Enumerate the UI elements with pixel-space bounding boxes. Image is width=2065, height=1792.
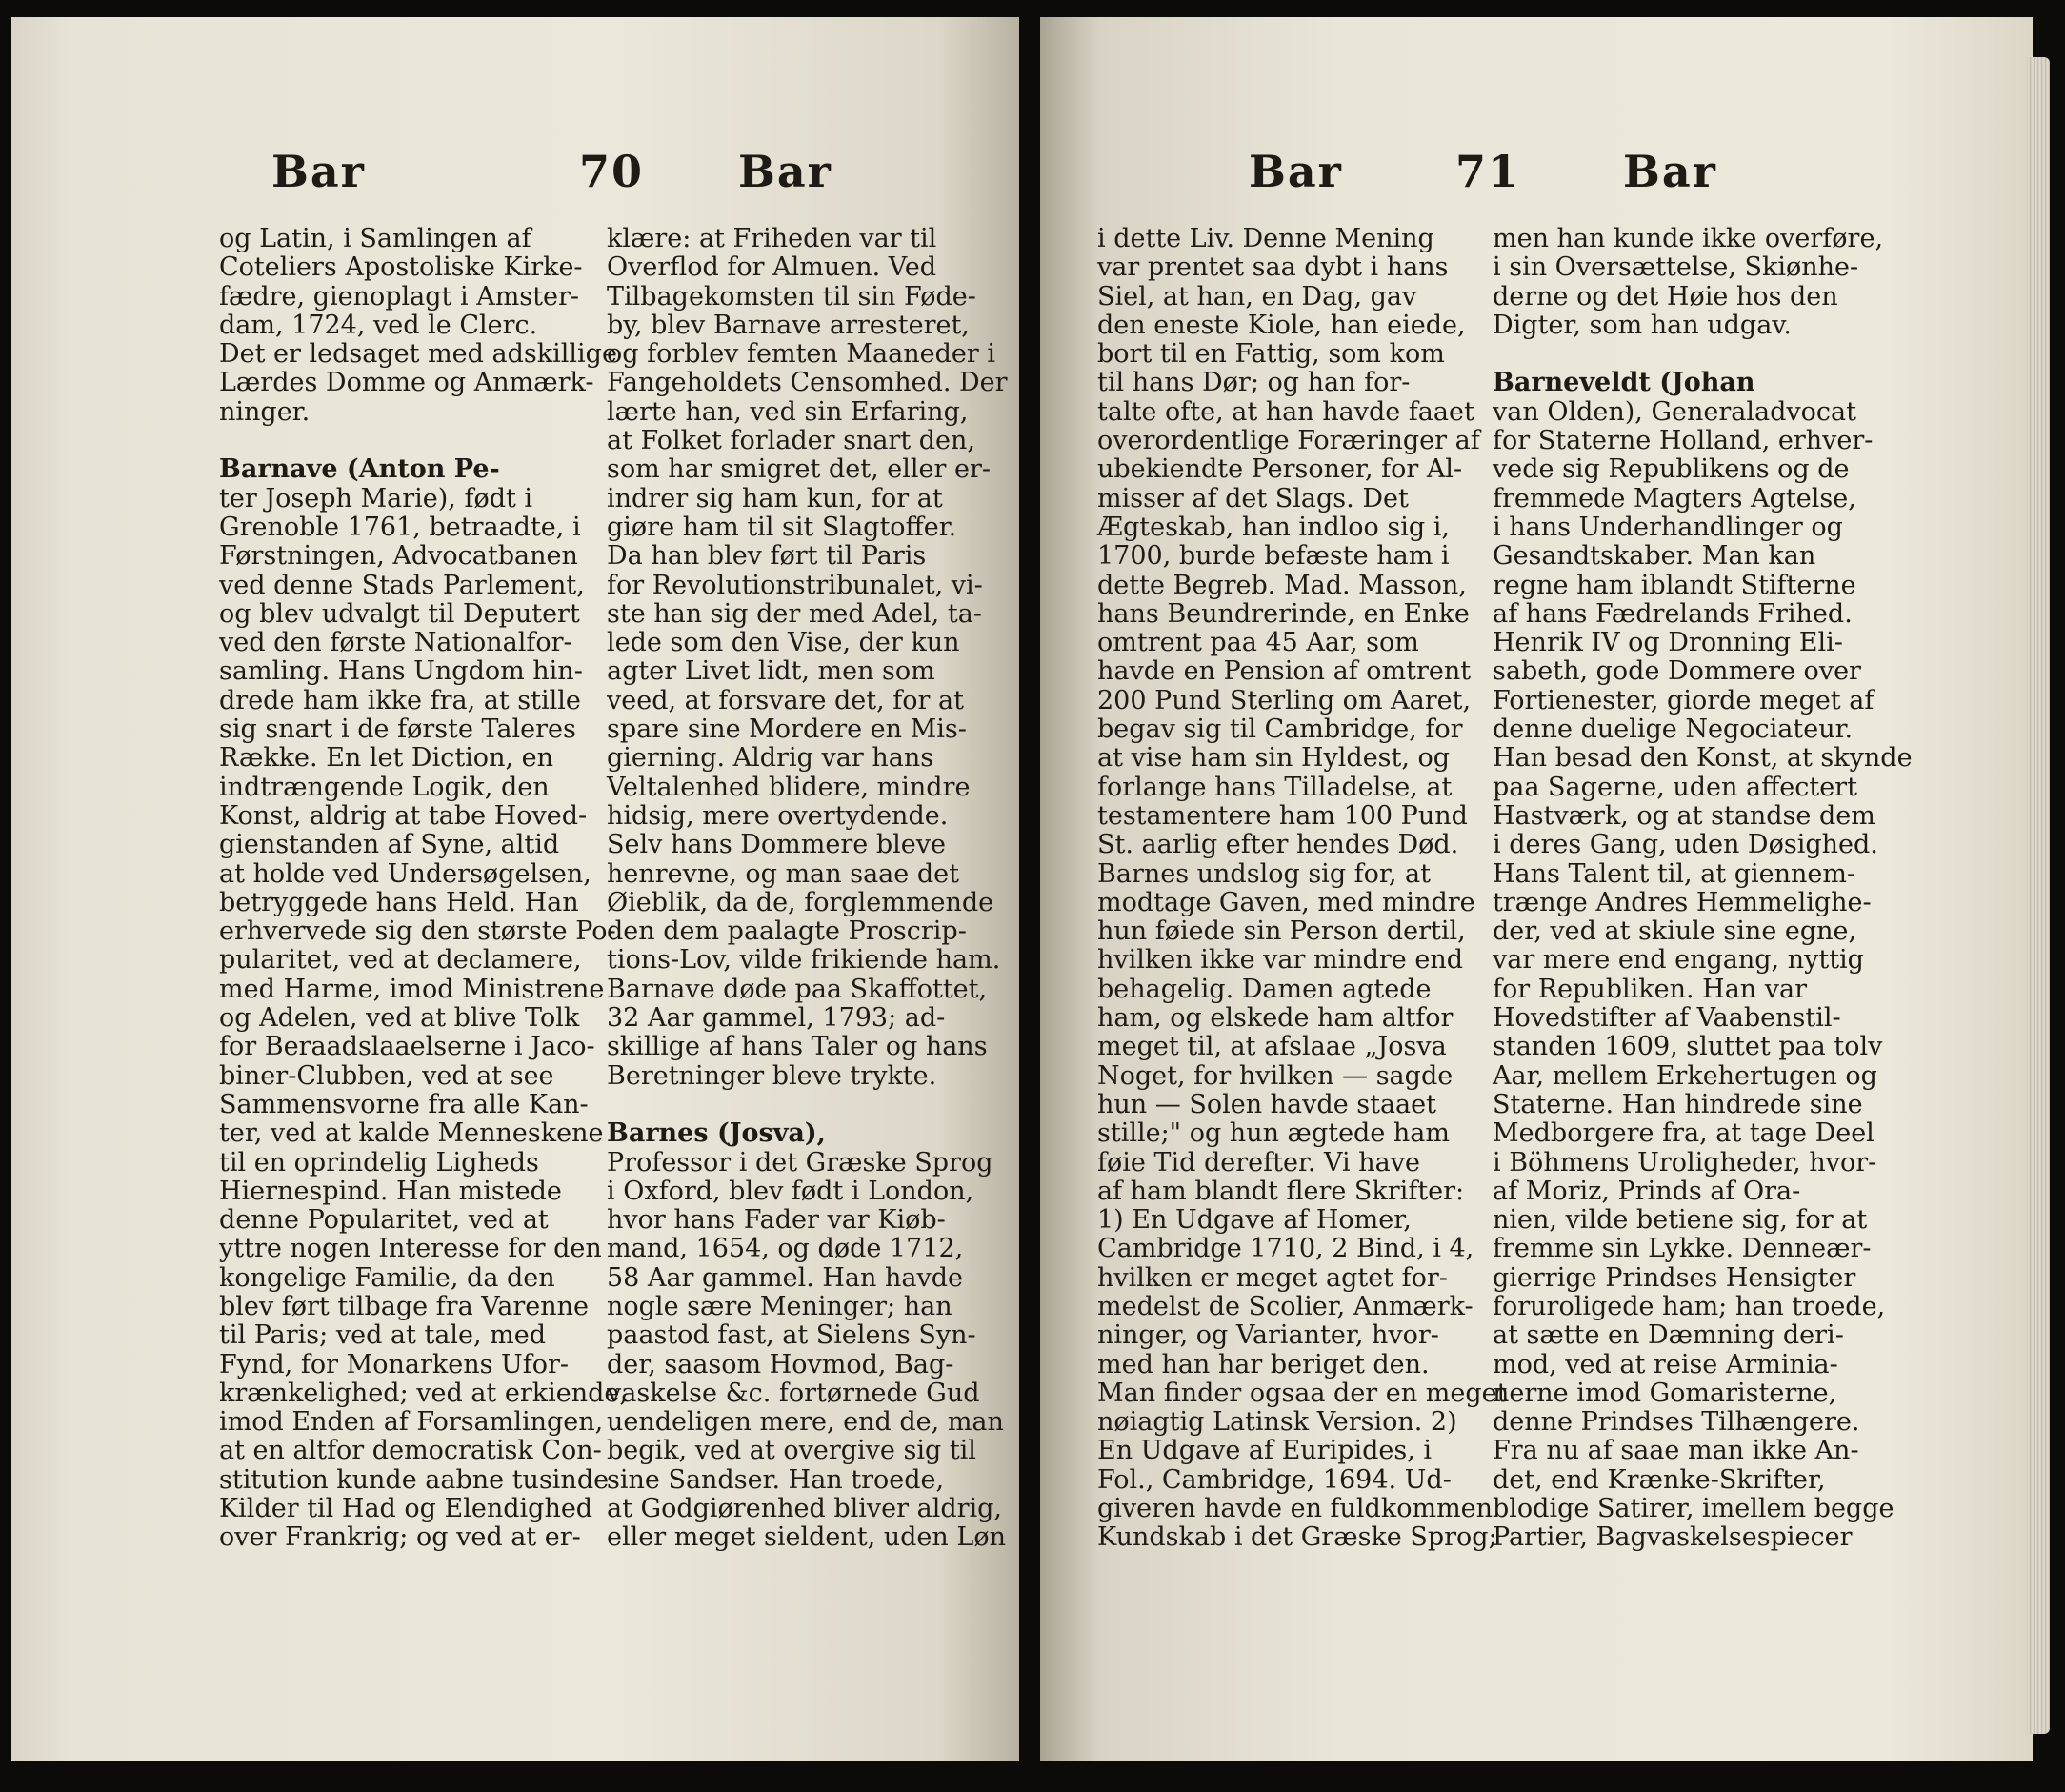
text-line: Barnave døde paa Skaffottet, — [607, 974, 988, 1004]
left-page-header-right: Bar — [738, 146, 832, 197]
right-page-number: 71 — [1455, 146, 1521, 197]
text-line: indrer sig ham kun, for at — [607, 483, 943, 513]
text-line: Kundskab i det Græske Sprog; — [1097, 1522, 1497, 1553]
text-line: indtrængende Logik, den — [219, 772, 550, 802]
text-line: ste han sig der med Adel, ta- — [607, 598, 982, 629]
text-line: giveren havde en fuldkommen — [1097, 1494, 1494, 1524]
text-line: Man finder ogsaa der en meget — [1097, 1378, 1508, 1408]
text-line: i Oxford, blev født i London, — [607, 1176, 974, 1206]
text-line: mand, 1654, og døde 1712, — [607, 1234, 964, 1264]
text-line: 58 Aar gammel. Han havde — [607, 1262, 964, 1293]
text-line: nerne imod Gomaristerne, — [1493, 1378, 1837, 1408]
right-page — [1040, 17, 2033, 1761]
text-line: nien, vilde betiene sig, for at — [1493, 1205, 1868, 1236]
text-line: Coteliers Apostoliske Kirke- — [219, 252, 583, 283]
text-line: paa Sagerne, uden affectert — [1493, 772, 1857, 802]
text-line: sig snart i de første Taleres — [219, 715, 576, 745]
text-line: over Frankrig; og ved at er- — [219, 1522, 581, 1553]
text-line: lede som den Vise, der kun — [607, 628, 960, 658]
text-line: Sammensvorne fra alle Kan- — [219, 1089, 589, 1119]
text-line: Han besad den Konst, at skynde — [1493, 743, 1913, 774]
left-page — [11, 17, 1019, 1761]
text-line: var mere end engang, nyttig — [1493, 945, 1864, 976]
text-line: for Beraadslaaelserne i Jaco- — [219, 1032, 595, 1062]
entry-heading-line: Barnave (Anton Pe- — [219, 454, 500, 485]
text-line: Grenoble 1761, betraadte, i — [219, 512, 581, 542]
text-line: af Moriz, Prinds af Ora- — [1493, 1176, 1801, 1206]
text-line: blev ført tilbage fra Varenne — [219, 1291, 590, 1321]
text-line: omtrent paa 45 Aar, som — [1097, 628, 1419, 658]
text-line: ved den første Nationalfor- — [219, 628, 572, 658]
text-line: som har smigret det, eller er- — [607, 454, 991, 485]
entry-heading-line: Barnes (Josva), — [607, 1118, 827, 1149]
text-line: 1) En Udgave af Homer, — [1097, 1205, 1412, 1236]
right-page-column-2 — [1493, 224, 1913, 1553]
text-line: henrevne, og man saae det — [607, 858, 959, 889]
text-line: Medborgere fra, at tage Deel — [1493, 1118, 1875, 1149]
text-line: Partier, Bagvaskelsespiecer — [1493, 1522, 1853, 1553]
text-line: for Staterne Holland, erhver- — [1493, 426, 1874, 456]
text-line: Staterne. Han hindrede sine — [1493, 1089, 1863, 1119]
text-line: medelst de Scolier, Anmærk- — [1097, 1291, 1474, 1321]
text-line: ubekiendte Personer, for Al- — [1097, 454, 1463, 485]
text-line: dette Begreb. Mad. Masson, — [1097, 570, 1467, 600]
text-line: Kilder til Had og Elendighed — [219, 1494, 593, 1524]
text-line: gierning. Aldrig var hans — [607, 743, 934, 774]
text-line: trænge Andres Hemmelighe- — [1493, 887, 1872, 917]
text-line: ham, og elskede ham altfor — [1097, 1003, 1454, 1034]
left-page-number: 70 — [579, 146, 645, 197]
text-line: Række. En let Diction, en — [219, 743, 553, 774]
text-line: hidsig, mere overtydende. — [607, 800, 949, 831]
text-line: at vise ham sin Hyldest, og — [1097, 743, 1451, 774]
text-line: modtage Gaven, med mindre — [1097, 887, 1475, 917]
text-line: blodige Satirer, imellem begge — [1493, 1494, 1895, 1524]
text-line: der, saasom Hovmod, Bag- — [607, 1349, 954, 1379]
text-line: Cambridge 1710, 2 Bind, i 4, — [1097, 1234, 1474, 1264]
text-line: hun — Solen havde staaet — [1097, 1089, 1436, 1119]
text-line: drede ham ikke fra, at stille — [219, 685, 581, 715]
text-line: behagelig. Damen agtede — [1097, 974, 1432, 1004]
text-line: derne og det Høie hos den — [1493, 281, 1838, 312]
text-line: betryggede hans Held. Han — [219, 887, 579, 917]
text-line: yttre nogen Interesse for den — [219, 1234, 602, 1264]
text-line: fremmede Magters Agtelse, — [1493, 483, 1856, 513]
text-line: Henrik IV og Dronning Eli- — [1493, 628, 1843, 658]
text-line: der, ved at skiule sine egne, — [1493, 916, 1857, 947]
text-line: sine Sandser. Han troede, — [607, 1464, 945, 1495]
text-line: hvilken er meget agtet for- — [1097, 1262, 1448, 1293]
text-line: Siel, at han, en Dag, gav — [1097, 281, 1417, 312]
text-line: det, end Krænke-Skrifter, — [1493, 1464, 1826, 1495]
text-line: men han kunde ikke overføre, — [1493, 224, 1884, 253]
text-line: pularitet, ved at declamere, — [219, 945, 582, 976]
entry-heading-line: Barneveldt (Johan — [1493, 368, 1755, 398]
text-line: at holde ved Undersøgelsen, — [219, 858, 591, 889]
text-line: hvor hans Fader var Kiøb- — [607, 1205, 946, 1236]
text-line: standen 1609, sluttet paa tolv — [1493, 1032, 1883, 1062]
left-page-column-2 — [607, 224, 1008, 1553]
text-line: vede sig Republikens og de — [1493, 454, 1850, 485]
text-line: Førstningen, Advocatbanen — [219, 541, 578, 572]
text-line: Aar, mellem Erkehertugen og — [1493, 1060, 1877, 1091]
text-line: Da han blev ført til Paris — [607, 541, 927, 572]
text-line: denne Prindses Tilhængere. — [1493, 1407, 1860, 1438]
text-line: denne Popularitet, ved at — [219, 1205, 549, 1236]
text-line — [219, 427, 585, 455]
text-line: stitution kunde aabne tusinde — [219, 1464, 610, 1495]
text-line: uendeligen mere, end de, man — [607, 1407, 1004, 1438]
text-line: Gesandtskaber. Man kan — [1493, 541, 1816, 572]
text-line: mod, ved at reise Arminia- — [1493, 1349, 1838, 1379]
text-line: forlange hans Tilladelse, at — [1097, 772, 1453, 802]
text-line: Barnes undslog sig for, at — [1097, 858, 1431, 889]
text-line: Noget, for hvilken — sagde — [1097, 1060, 1454, 1091]
text-line: hvilken ikke var mindre end — [1097, 945, 1464, 976]
text-line: kongelige Familie, da den — [219, 1262, 555, 1293]
text-line: hun føiede sin Person dertil, — [1097, 916, 1466, 947]
text-line — [1493, 340, 1854, 369]
text-line: at Godgiørenhed bliver aldrig, — [607, 1494, 1003, 1524]
text-line: føie Tid derefter. Vi have — [1097, 1147, 1420, 1178]
text-line: Ægteskab, han indloo sig i, — [1097, 512, 1450, 542]
text-line: Øieblik, da de, forglemmende — [607, 887, 994, 917]
text-line: bort til en Fattig, som kom — [1097, 339, 1445, 370]
text-line: Fortienester, giorde meget af — [1493, 685, 1875, 715]
text-line: Fynd, for Monarkens Ufor- — [219, 1349, 570, 1379]
text-line: dam, 1724, ved le Clerc. — [219, 310, 538, 340]
text-line: 1700, burde befæste ham i — [1097, 541, 1450, 572]
text-line: spare sine Mordere en Mis- — [607, 715, 967, 745]
text-line: samling. Hans Ungdom hin- — [219, 656, 583, 687]
text-line: Tilbagekomsten til sin Føde- — [607, 281, 976, 312]
text-line: En Udgave af Euripides, i — [1097, 1436, 1433, 1466]
text-line: by, blev Barnave arresteret, — [607, 310, 970, 340]
text-line: nogle sære Meninger; han — [607, 1291, 952, 1321]
text-line: Fol., Cambridge, 1694. Ud- — [1097, 1464, 1452, 1495]
right-page-header-left: Bar — [1249, 146, 1343, 197]
text-line: veed, at forsvare det, for at — [607, 685, 964, 715]
text-line: meget til, at afslaae „Josva — [1097, 1032, 1447, 1062]
text-line: foruroligede ham; han troede, — [1493, 1291, 1886, 1321]
text-line: Digter, som han udgav. — [1493, 310, 1792, 340]
text-line: gierrige Prindses Hensigter — [1493, 1262, 1856, 1293]
text-line: Konst, aldrig at tabe Hoved- — [219, 800, 588, 831]
text-line: regne ham iblandt Stifterne — [1493, 570, 1856, 600]
text-line: 32 Aar gammel, 1793; ad- — [607, 1003, 946, 1034]
text-line: fædre, gienoplagt i Amster- — [219, 281, 580, 312]
text-line: begav sig til Cambridge, for — [1097, 715, 1463, 745]
text-line: Hans Talent til, at giennem- — [1493, 858, 1856, 889]
text-line: Lærdes Domme og Anmærk- — [219, 368, 594, 398]
text-line: at Folket forlader snart den, — [607, 426, 976, 456]
text-line: at en altfor democratisk Con- — [219, 1436, 602, 1466]
text-line: Beretninger bleve trykte. — [607, 1060, 937, 1091]
text-line: sabeth, gode Dommere over — [1493, 656, 1861, 687]
text-line: i hans Underhandlinger og — [1493, 512, 1843, 542]
text-line: fremme sin Lykke. Denneær- — [1493, 1234, 1872, 1264]
text-line: med han har beriget den. — [1097, 1349, 1430, 1379]
text-line: for Revolutionstribunalet, vi- — [607, 570, 983, 600]
text-line: Veltalenhed blidere, mindre — [607, 772, 971, 802]
text-line: i deres Gang, uden Døsighed. — [1493, 830, 1878, 860]
right-page-column-1 — [1097, 224, 1508, 1553]
text-line: klære: at Friheden var til — [607, 224, 937, 253]
text-line: erhvervede sig den største Po- — [219, 916, 616, 947]
text-line: Fra nu af saae man ikke An- — [1493, 1436, 1859, 1466]
text-line: og Latin, i Samlingen af — [219, 224, 531, 253]
left-page-header-left: Bar — [271, 146, 366, 197]
text-line: Fangeholdets Censomhed. Der — [607, 368, 1008, 398]
text-line — [607, 1091, 973, 1119]
text-line: Professor i det Græske Sprog — [607, 1147, 993, 1178]
text-line: stille;" og hun ægtede ham — [1097, 1118, 1450, 1149]
text-line: ter, ved at kalde Menneskene — [219, 1118, 604, 1149]
text-line: vaskelse &c. fortørnede Gud — [607, 1378, 980, 1408]
text-line: misser af det Slags. Det — [1097, 483, 1409, 513]
text-line: overordentlige Foræringer af — [1097, 426, 1480, 456]
text-line: var prentet saa dybt i hans — [1097, 252, 1449, 283]
text-line: skillige af hans Taler og hans — [607, 1032, 988, 1062]
text-line: af ham blandt flere Skrifter: — [1097, 1176, 1465, 1206]
text-line: St. aarlig efter hendes Død. — [1097, 830, 1459, 860]
text-line: den dem paalagte Proscrip- — [607, 916, 967, 947]
text-line: den eneste Kiole, han eiede, — [1097, 310, 1466, 340]
text-line: testamentere ham 100 Pund — [1097, 800, 1468, 831]
text-line: 200 Pund Sterling om Aaret, — [1097, 685, 1472, 715]
text-line: af hans Fædrelands Frihed. — [1493, 598, 1853, 629]
text-line: begik, ved at overgive sig til — [607, 1436, 976, 1466]
text-line: van Olden), Generaladvocat — [1493, 396, 1856, 427]
text-line: i dette Liv. Denne Mening — [1097, 224, 1434, 253]
text-line: i sin Oversættelse, Skiønhe- — [1493, 252, 1859, 283]
text-line: Selv hans Dommere bleve — [607, 830, 946, 860]
text-line: nøiagtig Latinsk Version. 2) — [1097, 1407, 1457, 1438]
text-line: ter Joseph Marie), født i — [219, 483, 533, 513]
text-line: Hiernespind. Han mistede — [219, 1176, 562, 1206]
text-line: Overflod for Almuen. Ved — [607, 252, 937, 283]
text-line: biner-Clubben, ved at see — [219, 1060, 554, 1091]
right-page-header-right: Bar — [1623, 146, 1717, 197]
text-line: denne duelige Negociateur. — [1493, 715, 1854, 745]
text-line: ninger, og Varianter, hvor- — [1097, 1320, 1439, 1351]
text-line: ninger. — [219, 396, 311, 427]
text-line: eller meget sieldent, uden Løn — [607, 1522, 1006, 1553]
text-line: paastod fast, at Sielens Syn- — [607, 1320, 976, 1351]
text-line: for Republiken. Han var — [1493, 974, 1808, 1004]
text-line: i Böhmens Uroligheder, hvor- — [1493, 1147, 1877, 1178]
text-line: tions-Lov, vilde frikiende ham. — [607, 945, 1001, 976]
text-line: ved denne Stads Parlement, — [219, 570, 585, 600]
text-line: talte ofte, at han havde faaet — [1097, 396, 1474, 427]
text-line: til Paris; ved at tale, med — [219, 1320, 547, 1351]
text-line: Hastværk, og at standse dem — [1493, 800, 1875, 831]
text-line: gienstanden af Syne, altid — [219, 830, 560, 860]
text-line: at sætte en Dæmning deri- — [1493, 1320, 1844, 1351]
text-line: Det er ledsaget med adskillige — [219, 339, 617, 370]
text-line: krænkelighed; ved at erkiende, — [219, 1378, 628, 1408]
text-line: havde en Pension af omtrent — [1097, 656, 1472, 687]
text-line: til en oprindelig Ligheds — [219, 1147, 539, 1178]
text-line: hans Beundrerinde, en Enke — [1097, 598, 1470, 629]
left-page-column-1 — [219, 224, 628, 1553]
text-line: og blev udvalgt til Deputert — [219, 598, 580, 629]
text-line: giøre ham til sit Slagtoffer. — [607, 512, 957, 542]
book-page-edge — [2027, 57, 2050, 1734]
text-line: og Adelen, ved at blive Tolk — [219, 1003, 580, 1034]
text-line: og forblev femten Maaneder i — [607, 339, 995, 370]
text-line: imod Enden af Forsamlingen, — [219, 1407, 604, 1438]
text-line: til hans Dør; og han for- — [1097, 368, 1411, 398]
text-line: lærte han, ved sin Erfaring, — [607, 396, 969, 427]
text-line: Hovedstifter af Vaabenstil- — [1493, 1003, 1841, 1034]
text-line: agter Livet lidt, men som — [607, 656, 935, 687]
text-line: med Harme, imod Ministrene — [219, 974, 605, 1004]
